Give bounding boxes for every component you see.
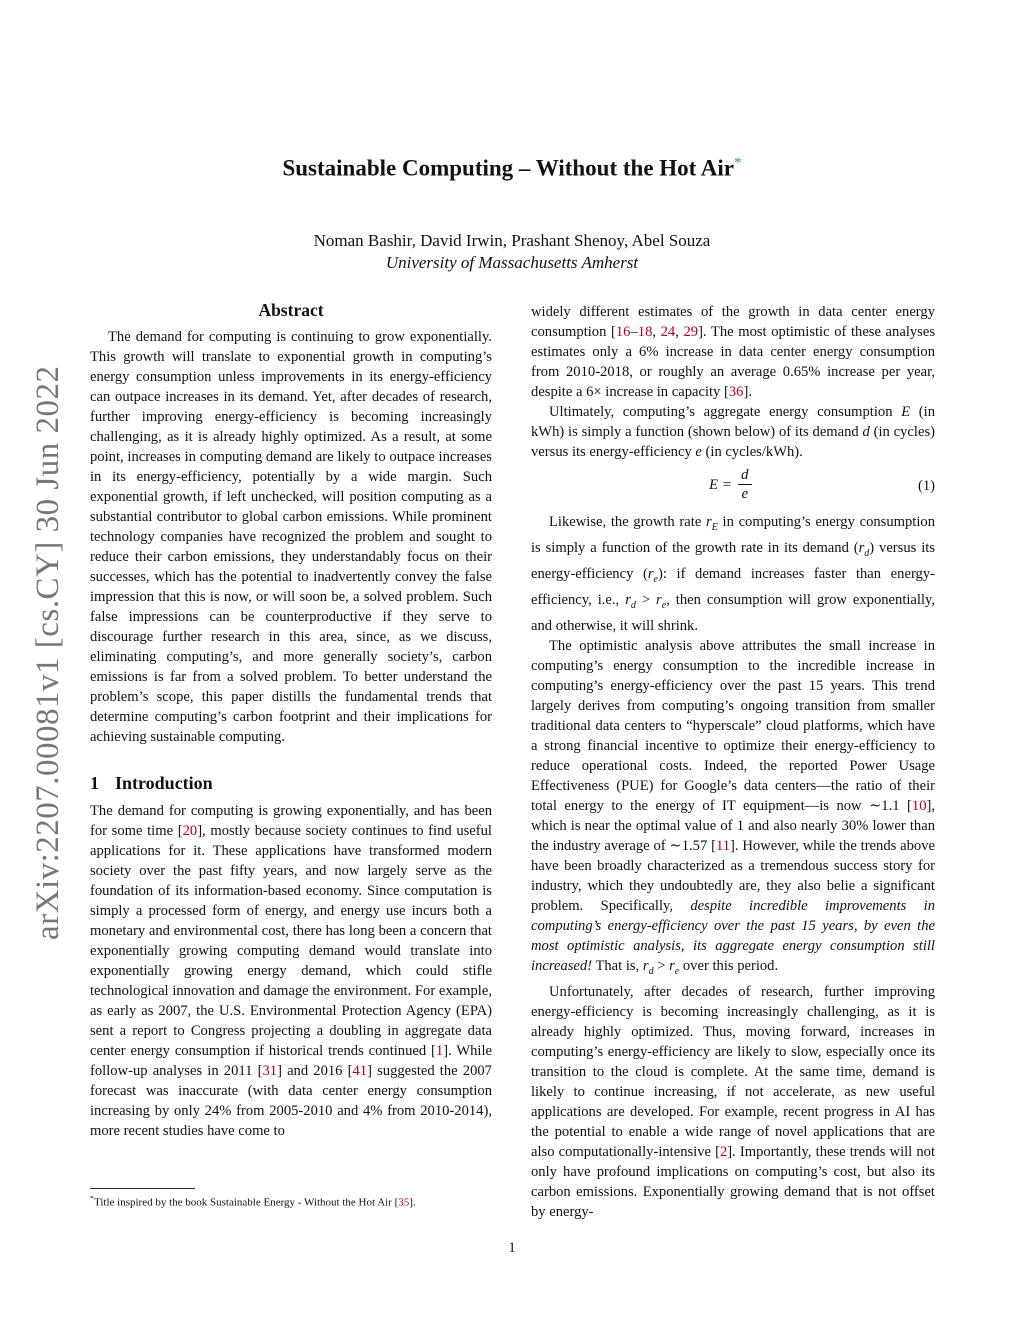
citation-link[interactable]: 1 <box>435 1043 444 1059</box>
math-subscript: d <box>630 599 636 611</box>
section-heading-introduction <box>90 773 492 793</box>
equation-fraction <box>738 466 752 503</box>
equation-1 <box>531 464 935 508</box>
title-footnote-mark[interactable]: * <box>734 155 742 171</box>
text-run: The optimistic analysis above attributes the small increase in computing’s energy consumption to the incredible increase in computing’s energy-efficiency over the past 15 years. This trend largely derives from computing’s ongoing transition from smaller traditional data centers to “hyperscale” cloud platforms, which have a strong financial incentive to optimize their energy-efficiency to reduce operational costs. Indeed, the reported Power Usage Effectiveness (PUE) for Google’s data centers—the ratio of their total energy to the energy of IT equipment—is now ∼1.1 [ <box>531 637 935 814</box>
section-title: Introduction <box>115 773 213 793</box>
text-run: in computing’s energy consumption is simply a function of the growth rate in its demand ( <box>531 514 935 556</box>
text-run: ] and 2016 [ <box>277 1063 353 1079</box>
text-run: ]. Importantly, these trends will not only have profound implications on computing’s cost, but also its carbon emissions. Exponentially growing demand that is not offset by energy- <box>531 1143 935 1220</box>
text-run: ] suggested the 2007 forecast was inaccurate (with data center energy consumption increasing by only 24% from 2005-2010 and 4% from 2010-2014), more recent studies have come to <box>90 1063 492 1139</box>
text-run: , then consumption will grow exponentially, and otherwise, it will shrink. <box>531 591 936 634</box>
citation-link[interactable]: 2 <box>720 1143 728 1160</box>
paper-title <box>0 155 1024 182</box>
text-run: ], which is near the optimal value of 1 and also nearly 30% lower than the industry average of ∼1.57 [ <box>531 797 935 854</box>
math-symbol: r <box>656 591 662 608</box>
math-subscript: d <box>648 965 654 977</box>
fraction-denominator: e <box>741 486 749 502</box>
author-block <box>0 230 1024 274</box>
text-run: , <box>675 324 684 340</box>
citation-link[interactable]: 41 <box>352 1063 368 1079</box>
math-subscript: e <box>661 599 667 611</box>
emphasized-text: despite incredible improvements in computing’s energy-efficiency over the past 15 years, by even the most optimistic analysis, its aggregate energy consumption still increased! <box>531 897 935 974</box>
footnote-divider <box>90 1188 195 1189</box>
math-symbol: r <box>858 539 865 556</box>
citation-link[interactable]: 16 <box>615 324 631 340</box>
citation-link[interactable]: 31 <box>262 1063 278 1079</box>
text-run: (in cycles/kWh). <box>701 444 803 460</box>
text-run: widely different estimates of the growth in data center energy consumption [ <box>531 304 935 340</box>
intro-paragraph-1 <box>90 801 492 1141</box>
math-subscript: E <box>711 521 718 533</box>
citation-link[interactable]: 35 <box>398 1196 410 1209</box>
text-run: ]. <box>743 384 752 400</box>
text-run: (in kWh) is simply a function (shown below) of its demand <box>531 404 935 440</box>
abstract-heading: Abstract <box>258 300 324 320</box>
text-run: The demand for computing is growing exponentially, and has been for some time [ <box>90 803 492 839</box>
text-run: Likewise, the growth rate <box>549 514 707 530</box>
math-symbol: r <box>642 957 649 974</box>
page-number: 1 <box>508 1240 516 1256</box>
body-paragraph-4 <box>531 636 935 982</box>
fraction-numerator: d <box>738 466 752 485</box>
math-symbol: d <box>862 424 870 440</box>
citation-link[interactable]: 18 <box>637 324 653 340</box>
body-paragraph-1 <box>531 302 935 402</box>
citation-link[interactable]: 29 <box>683 324 699 340</box>
text-run: (in cycles) versus its energy-efficiency <box>531 424 935 460</box>
text-run: Unfortunately, after decades of research, further improving energy-efficiency is becoming increasingly challenging, as it is already highly optimized. Thus, moving forward, increases in computing’s energy-efficiency are likely to slow, especially once its transition to the cloud is complete. At the same time, demand is likely to continue increasing, if not accelerate, as new useful applications are developed. For example, recent progress in AI has the potential to enable a wide range of novel applications that are also computationally-intensive [ <box>531 983 935 1160</box>
math-subscript: d <box>864 547 870 559</box>
text-run: ): if demand increases faster than energy-efficiency, i.e., <box>531 565 935 608</box>
paper-title-text: Sustainable Computing – Without the Hot Air <box>282 155 735 181</box>
body-paragraph-3 <box>531 512 935 636</box>
text-run: That is, <box>592 957 643 974</box>
math-symbol: r <box>625 591 631 608</box>
left-column <box>90 300 492 1141</box>
citation-link[interactable]: 36 <box>728 384 744 400</box>
text-run: ]. While follow-up analyses in 2011 [ <box>90 1043 492 1079</box>
text-run: ], mostly because society continues to find useful applications for it. These applications have transformed modern society over the past fifty years, and now largely serve as the foundation of its information-based economy. Since computation is simply a processed form of energy, and energy use incurs both a monetary and environmental cost, there has long been a concern that exponentially growing computing demand would translate into exponentially growing energy demand, which could stifle technological innovation and damage the environment. For example, as early as 2007, the U.S. Environmental Protection Agency (EPA) sent a report to Congress projecting a doubling in aggregate data center energy consumption if historical trends continued [ <box>90 823 492 1059</box>
footnote-text-end: ]. <box>409 1196 416 1209</box>
footnote <box>90 1192 510 1210</box>
text-run: over this period. <box>679 957 779 974</box>
citation-link[interactable]: 11 <box>715 837 731 854</box>
right-column <box>531 302 935 1222</box>
math-operator: > <box>635 591 657 608</box>
equation-lhs: E = <box>709 476 733 493</box>
text-run: ]. However, while the trends above have been broadly characterized as a tremendous success story for industry, which they undoubtedly are, they also belie a significant problem. Specifically, <box>531 837 935 914</box>
math-subscript: e <box>674 965 680 977</box>
math-symbol: r <box>647 565 654 582</box>
text-run: , <box>652 324 661 340</box>
author-list: Noman Bashir, David Irwin, Prashant Shenoy, Abel Souza <box>313 231 711 250</box>
math-symbol: r <box>706 514 712 530</box>
math-symbol: E <box>901 404 911 420</box>
body-paragraph-5 <box>531 982 935 1222</box>
footnote-text: Title inspired by the book Sustainable Energy - Without the Hot Air [ <box>94 1196 399 1209</box>
text-run: ) versus its energy-efficiency ( <box>531 539 935 582</box>
citation-link[interactable]: 24 <box>660 324 676 340</box>
affiliation: University of Massachusetts Amherst <box>385 253 639 272</box>
math-symbol: r <box>669 957 675 974</box>
math-symbol: e <box>695 444 702 460</box>
abstract-body: The demand for computing is continuing to grow exponentially. This growth will translate to exponential growth in computing’s energy consumption unless improvements in its energy-efficiency can outpace increases in its demand. Yet, after decades of research, further improving energy-efficiency is becoming increasingly challenging, as it is already highly optimized. As a result, at some point, increases in computing demand are likely to outpace increases in its energy-efficiency, potentially by a wide margin. Such exponential growth, if left unchecked, will position computing as a substantial contributor to global carbon emissions. While prominent technology companies have recognized the problem and sought to reduce their carbon emissions, they understandably focus on their successes, which has the potential to inadvertently convey the false impression that this is now, or will soon be, a solved problem. Such false impressions can be counterproductive if they serve to discourage further research in this area, since, as we discuss, eliminating computing’s, and more generally society’s, carbon emissions is far from a solved problem. To better understand the problem’s scope, this paper distills the fundamental trends that determine computing’s carbon footprint and their implications for achieving sustainable computing. <box>90 329 492 745</box>
citation-link[interactable]: 20 <box>182 823 198 839</box>
footnote-mark: * <box>90 1194 94 1203</box>
arxiv-identifier: arXiv:2207.00081v1 [cs.CY] 30 Jun 2022 <box>30 365 66 940</box>
math-operator: > <box>653 957 670 974</box>
math-subscript: e <box>653 573 658 585</box>
section-number: 1 <box>90 773 99 793</box>
equation-number: (1) <box>917 478 935 494</box>
citation-link[interactable]: 10 <box>911 797 927 814</box>
body-paragraph-2 <box>531 402 935 462</box>
text-run: ]. The most optimistic of these analyses estimates only a 6% increase in data center energy consumption from 2010-2018, or roughly an average 0.65% increase per year, despite a 6× increase in capacity [ <box>531 324 936 400</box>
text-run: Ultimately, computing’s aggregate energy consumption <box>549 404 902 420</box>
text-run: – <box>630 324 638 340</box>
equation-body <box>709 466 752 503</box>
